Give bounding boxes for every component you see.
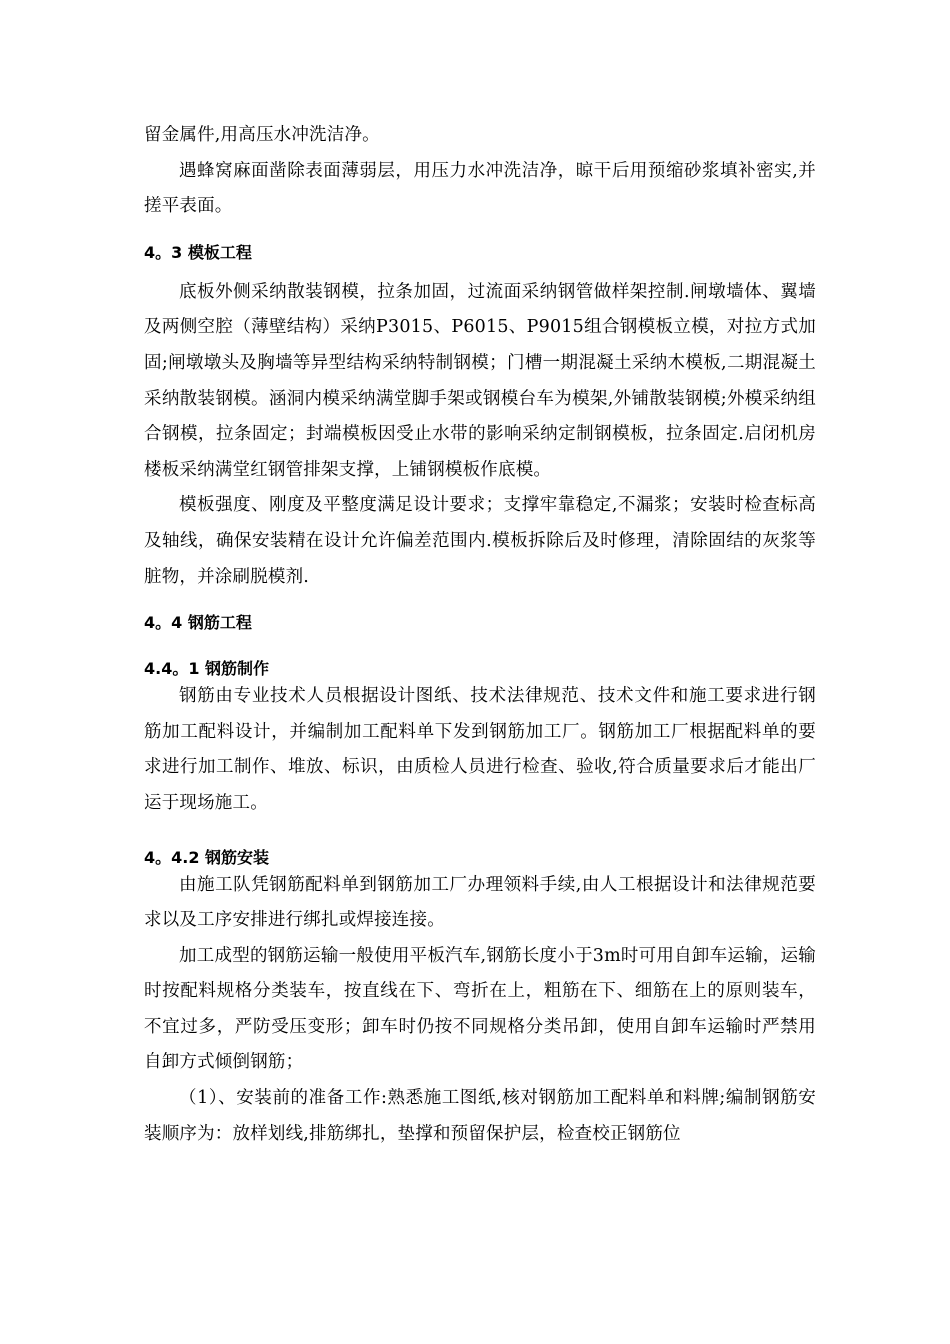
heading-4-4-rebar: 4。4 钢筋工程 [144, 613, 252, 633]
heading-4-4-1-rebar-fabrication: 4.4。1 钢筋制作 [144, 659, 270, 679]
paragraph-rebar-fabrication: 钢筋由专业技术人员根据设计图纸、技术法律规范、技术文件和施工要求进行钢筋加工配料设计，并编制加工配料单下发到钢筋加工厂。钢筋加工厂根据配料单的要求进行加工制作、堆放、标识，由质检人员进行检查、验收,符合质量要求后才能出厂运于现场施工。 [144, 686, 816, 813]
paragraph-honeycomb-repair: 遇蜂窝麻面凿除表面薄弱层，用压力水冲洗洁净，晾干后用预缩砂浆填补密实,并搓平表面。 [144, 160, 816, 217]
paragraph-cleaning-end: 留金属件,用高压水冲洗洁净。 [144, 125, 380, 145]
paragraph-rebar-transport: 加工成型的钢筋运输一般使用平板汽车,钢筋长度小于3m时可用自卸车运输，运输时按配料规格分类装车，按直线在下、弯折在上，粗筋在下、细筋在上的原则装车，不宜过多，严防受压变形；卸车时仍按不同规格分类吊卸，使用自卸车运输时严禁用自卸方式倾倒钢筋； [144, 945, 816, 1073]
heading-4-3-formwork: 4。3 模板工程 [144, 242, 252, 262]
document-body [144, 118, 816, 1152]
paragraph-rebar-requisition: 由施工队凭钢筋配料单到钢筋加工厂办理领料手续,由人工根据设计和法律规范要求以及工序安排进行绑扎或焊接连接。 [144, 874, 816, 931]
paragraph-formwork-methods: 底板外侧采纳散装钢模，拉条加固，过流面采纳钢管做样架控制.闸墩墙体、翼墙及两侧空腔（薄壁结构）采纳P3015、P6015、P9015组合钢模板立模，对拉方式加固;闸墩墩头及胸墙等异型结构采纳特制钢模；门槽一期混凝土采纳木模板,二期混凝土采纳散装钢模。涵洞内模采纳满堂脚手架或钢模台车为模架,外铺散装钢模;外模采纳组合钢模，拉条固定；封端模板因受止水带的影响采纳定制钢模板，拉条固定.启闭机房楼板采纳满堂红钢管排架支撑，上铺钢模板作底模。 [144, 281, 816, 480]
paragraph-installation-preparation: （1）、安装前的准备工作:熟悉施工图纸,核对钢筋加工配料单和料牌;编制钢筋安装顺序为：放样划线,排筋绑扎，垫撑和预留保护层，检查校正钢筋位 [144, 1088, 816, 1144]
paragraph-formwork-requirements: 模板强度、刚度及平整度满足设计要求；支撑牢靠稳定,不漏浆；安装时检查标高及轴线，确保安装精在设计允许偏差范围内.模板拆除后及时修理，清除固结的灰浆等脏物，并涂刷脱模剂. [144, 495, 816, 587]
heading-4-4-2-rebar-installation: 4。4.2 钢筋安装 [144, 847, 270, 867]
